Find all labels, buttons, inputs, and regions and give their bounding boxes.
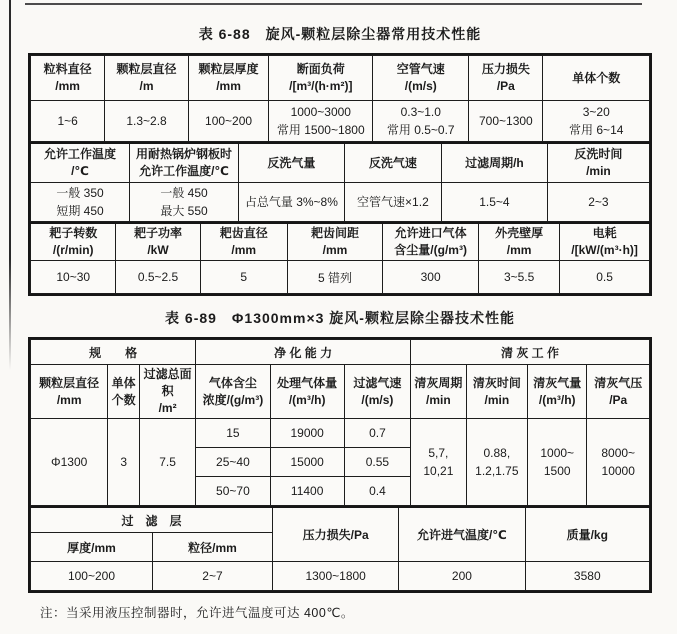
cell-line: 1.3~2.8 [126, 114, 167, 128]
data-cell: 3580 [525, 562, 649, 591]
cell-line: 最大 550 [160, 204, 208, 218]
data-cell: 0.5 [560, 261, 650, 294]
header-cell [31, 223, 116, 261]
data-cell [31, 101, 105, 142]
cell-line: /[m³/(h·m²)] [289, 79, 353, 93]
table-6-88-section-2 [30, 142, 650, 222]
cell-line: 电耗 [592, 226, 617, 240]
cell-line: 气体含尘 [208, 375, 257, 390]
cell-line: 耙子转数 [49, 226, 98, 240]
data-cell [466, 419, 527, 506]
header-cell [31, 365, 108, 419]
header-cell [373, 56, 469, 101]
header-cell [287, 223, 382, 261]
header-cell [31, 56, 105, 101]
group-header-cell: 规 格 [31, 340, 196, 365]
cell-line: 单体 [111, 375, 136, 390]
cell-line: 短期 450 [56, 204, 104, 218]
cell-line: /min [426, 392, 451, 407]
data-cell: 2~7 [152, 562, 272, 591]
data-cell: 0.55 [344, 448, 410, 477]
data-cell: 5 [200, 261, 287, 294]
cell-line: 清灰气量 [533, 375, 582, 390]
table-row [31, 562, 650, 591]
cell-line: 1500 [543, 464, 571, 478]
cell-line: 0.88, [483, 446, 511, 460]
cell-line: /mm [322, 243, 348, 257]
table-row [31, 101, 650, 142]
data-cell: 25~40 [196, 448, 270, 477]
cell-line: 外壳壁厚 [495, 226, 544, 240]
header-cell [105, 56, 189, 101]
cell-line: 个数 [111, 392, 136, 407]
table-6-88 [28, 53, 652, 296]
cell-line: 允许工作温度 [44, 147, 117, 161]
header-cell [411, 365, 467, 419]
cell-line: 含尘量/(g/m³) [394, 243, 467, 257]
cell-line: 8000~ [601, 446, 636, 460]
data-cell [105, 101, 189, 142]
cell-line: /m [139, 79, 154, 93]
cell-line: 断面负荷 [296, 62, 345, 76]
data-cell: 50~70 [196, 477, 270, 506]
cell-line: 一般 350 [56, 186, 104, 200]
header-cell: 压力损失/Pa [273, 507, 399, 562]
table-row [31, 223, 650, 261]
cell-line: /min [586, 164, 611, 178]
header-cell [188, 56, 268, 101]
data-cell [238, 183, 344, 222]
data-cell [411, 419, 467, 506]
header-cell [238, 143, 344, 183]
data-cell [344, 183, 441, 222]
cell-line: 700~1300 [478, 114, 533, 128]
cell-line: 颗粒层直径 [39, 375, 100, 390]
cell-line: 单体个数 [572, 70, 621, 85]
cell-line: /℃ [71, 164, 89, 178]
data-cell: Φ1300 [31, 419, 108, 506]
cell-line: 0.3~1.0 [400, 105, 441, 119]
cell-line: 常用 0.5~0.7 [386, 123, 455, 137]
header-cell [269, 56, 373, 101]
header-cell [108, 365, 140, 419]
header-cell [587, 365, 650, 419]
header-cell: 允许进气温度/℃ [399, 507, 525, 562]
data-cell: 0.7 [344, 419, 410, 448]
cell-line: 压力损失 [481, 62, 530, 76]
cell-line: /mm [56, 392, 82, 407]
table-6-89-title: 表 6-89 Φ1300mm×3 旋风-颗粒层除尘器技术性能 [165, 310, 515, 326]
data-cell [188, 101, 268, 142]
cell-line: 颗粒层厚度 [198, 62, 259, 76]
cell-line: 清灰时间 [472, 375, 521, 390]
table-6-89-main [30, 339, 650, 506]
cell-line: 耙子功率 [134, 226, 183, 240]
scan-left-edge [9, 0, 11, 370]
footnote: 注：当采用液压控制器时，允许进气温度可达 400℃。 [40, 606, 354, 620]
table-6-89 [28, 337, 652, 593]
data-cell [269, 101, 373, 142]
cell-line: 反洗气速 [368, 155, 417, 170]
table-row [31, 507, 650, 533]
cell-line: 清灰气压 [594, 375, 643, 390]
data-cell: 200 [399, 562, 525, 591]
table-6-88-title: 表 6-88 旋风-颗粒层除尘器常用技术性能 [198, 26, 482, 42]
cell-line: 2~3 [588, 195, 609, 209]
table-row [31, 143, 650, 183]
data-cell: 15000 [270, 448, 344, 477]
cell-line: /(m/s) [404, 79, 437, 93]
cell-line: /(m/s) [361, 392, 394, 407]
cell-line: 浓度/(g/m³) [202, 392, 264, 407]
cell-line: /mm [55, 79, 80, 93]
cell-line: 1~6 [57, 114, 78, 128]
data-cell: 11400 [270, 477, 344, 506]
data-cell: 5 错列 [287, 261, 382, 294]
data-cell: 19000 [270, 419, 344, 448]
data-cell: 300 [383, 261, 479, 294]
cell-line: 常用 1500~1800 [276, 123, 365, 137]
data-cell: 10~30 [31, 261, 116, 294]
cell-line: 处理气体量 [277, 375, 338, 390]
header-cell [547, 143, 649, 183]
cell-line: 一般 450 [160, 186, 208, 200]
table-6-89-bottom [30, 506, 650, 591]
cell-line: 过滤周期/h [465, 155, 524, 170]
data-cell [441, 183, 547, 222]
header-cell [130, 143, 239, 183]
cell-line: 10000 [601, 464, 635, 478]
table-6-88-section-1 [30, 55, 650, 142]
header-cell [479, 223, 560, 261]
table-6-88-section-3 [30, 222, 650, 294]
cell-line: 反洗气量 [267, 155, 316, 170]
table-row [31, 365, 650, 419]
cell-line: 粒料直径 [43, 62, 92, 76]
cell-line: 清灰周期 [414, 375, 463, 390]
page-content [28, 12, 652, 634]
group-header-cell: 净 化 能 力 [196, 340, 411, 365]
cell-line: 3~20 [582, 105, 610, 119]
cell-line: /mm [216, 79, 241, 93]
cell-line: 空管气速×1.2 [357, 195, 429, 209]
cell-line: /Pa [609, 392, 628, 407]
cell-line: 10,21 [423, 464, 454, 478]
header-cell [31, 143, 130, 183]
cell-line: 耙齿直径 [219, 226, 268, 240]
header-cell [200, 223, 287, 261]
cell-line: 用耐热锅炉钢板时 [135, 147, 232, 161]
table-row [31, 340, 650, 365]
cell-line: /m² [158, 401, 177, 415]
cell-line: 100~200 [205, 114, 253, 128]
cell-line: 常用 6~14 [569, 123, 624, 137]
header-cell [560, 223, 650, 261]
data-cell [31, 183, 130, 222]
cell-line: 允许进口气体 [394, 226, 467, 240]
group-header-cell: 清 灰 工 作 [411, 340, 650, 365]
data-cell [469, 101, 543, 142]
header-cell [466, 365, 527, 419]
scan-top-edge [25, 3, 642, 5]
data-cell [130, 183, 239, 222]
header-cell [139, 365, 195, 419]
header-cell [344, 365, 410, 419]
data-cell [547, 183, 649, 222]
cell-line: /min [484, 392, 510, 407]
cell-line: 1.2,1.75 [475, 464, 519, 478]
cell-line: /[kW/(m³·h)] [571, 243, 638, 257]
cell-line: 颗粒层直径 [116, 62, 177, 76]
cell-line: /mm [231, 243, 257, 257]
header-cell: 质量/kg [525, 507, 649, 562]
header-cell [441, 143, 547, 183]
cell-line: 空管气速 [396, 62, 445, 76]
header-cell [383, 223, 479, 261]
data-cell [373, 101, 469, 142]
cell-line: /(m³/h) [538, 392, 576, 407]
cell-line: 1.5~4 [479, 195, 510, 209]
cell-line: /(m³/h) [288, 392, 326, 407]
header-cell [543, 56, 650, 101]
table-row [31, 419, 650, 448]
data-cell [527, 419, 586, 506]
cell-line: 1000~ [540, 446, 575, 460]
cell-line: /kW [147, 243, 169, 257]
data-cell: 15 [196, 419, 270, 448]
data-cell: 3 [108, 419, 140, 506]
data-cell: 100~200 [31, 562, 153, 591]
cell-line: 反洗时间 [574, 147, 623, 161]
header-cell [116, 223, 200, 261]
data-cell: 7.5 [139, 419, 195, 506]
data-cell: 3~5.5 [479, 261, 560, 294]
cell-line: 过滤总面积 [143, 367, 192, 398]
table-row [31, 261, 650, 294]
data-cell: 1300~1800 [273, 562, 399, 591]
cell-line: /(r/min) [52, 243, 94, 257]
data-cell: 0.5~2.5 [116, 261, 200, 294]
header-cell [344, 143, 441, 183]
header-cell: 粒径/mm [152, 533, 272, 562]
cell-line: 5,7, [428, 446, 449, 460]
header-cell [527, 365, 586, 419]
data-cell [543, 101, 650, 142]
cell-line: /Pa [496, 79, 515, 93]
header-cell [196, 365, 270, 419]
cell-line: 1000~3000 [290, 105, 351, 119]
header-cell: 厚度/mm [31, 533, 153, 562]
header-cell [270, 365, 344, 419]
header-cell [469, 56, 543, 101]
table-row [31, 183, 650, 222]
data-cell: 0.4 [344, 477, 410, 506]
data-cell [587, 419, 650, 506]
cell-line: /mm [506, 243, 532, 257]
table-row [31, 56, 650, 101]
cell-line: 占总气量 3%~8% [244, 195, 338, 209]
cell-line: 过滤气速 [353, 375, 402, 390]
cell-line: 允许工作温度/℃ [139, 164, 229, 178]
group-header-cell: 过 滤 层 [31, 507, 273, 533]
cell-line: 耙齿间距 [311, 226, 360, 240]
